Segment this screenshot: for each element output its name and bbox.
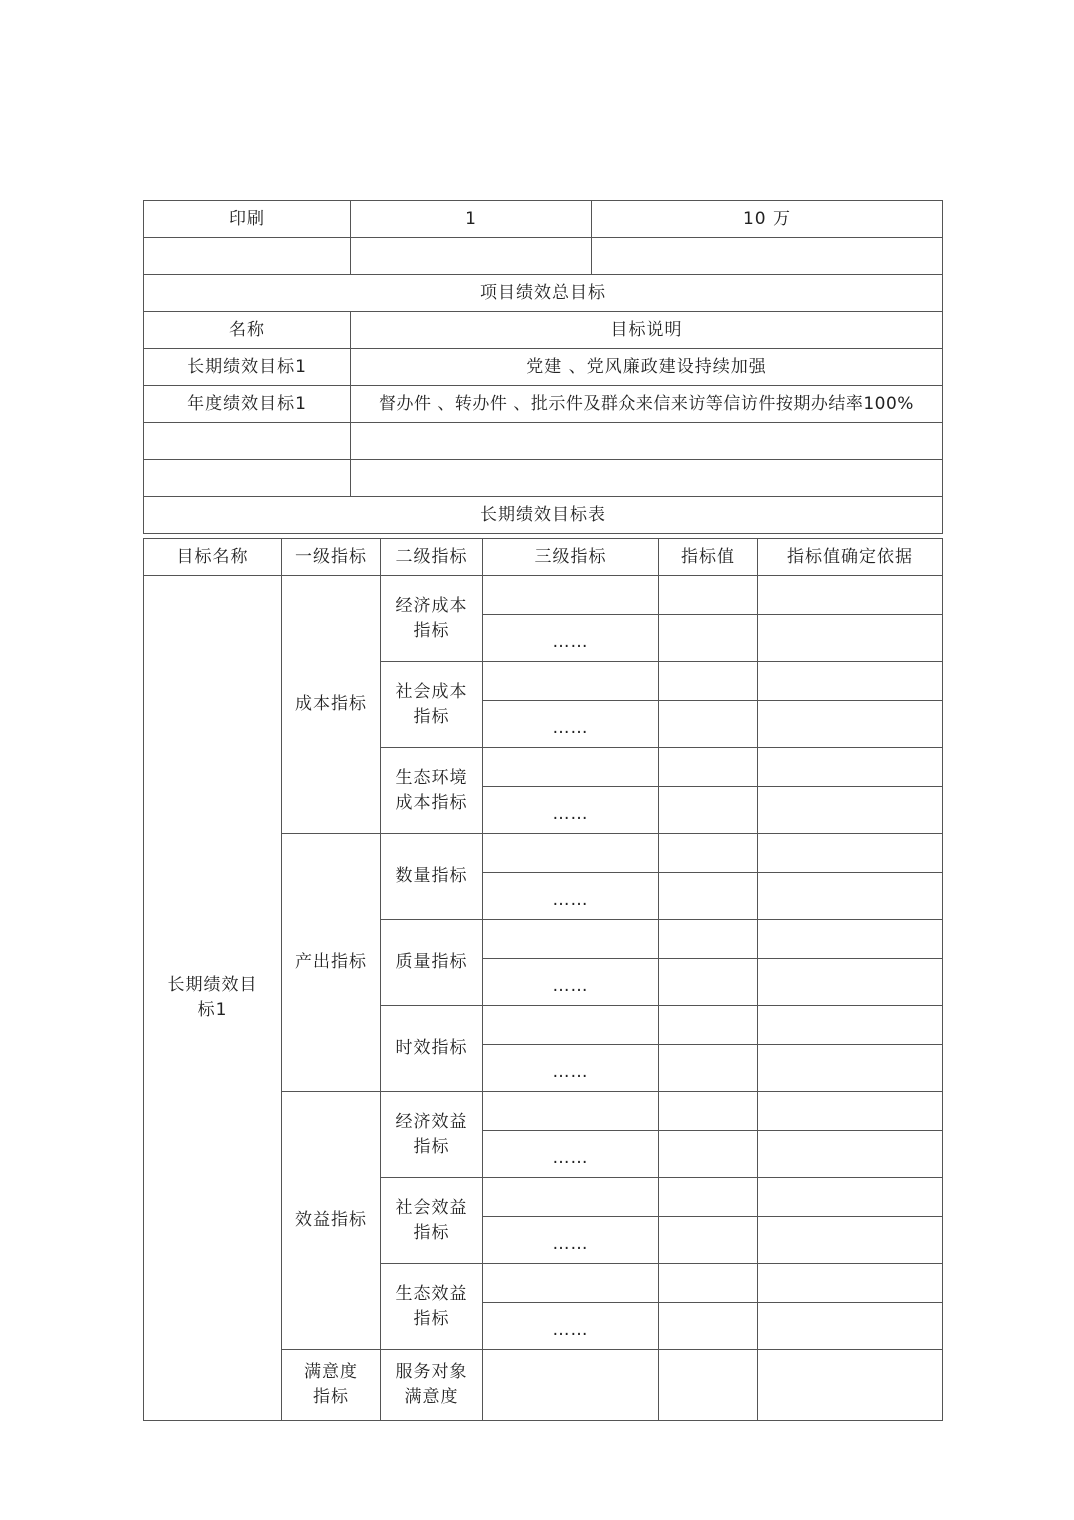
level2-timeliness: 时效指标 (381, 1006, 483, 1092)
empty-cell (483, 834, 659, 873)
column-header: 三级指标 (483, 539, 659, 576)
empty-cell (659, 787, 758, 834)
ellipsis: …… (483, 1217, 659, 1264)
empty-cell (659, 615, 758, 662)
table-row (144, 423, 943, 460)
empty-cell (351, 460, 943, 497)
empty-cell (592, 238, 943, 275)
empty-cell (659, 834, 758, 873)
column-header: 目标名称 (144, 539, 282, 576)
empty-cell (483, 920, 659, 959)
empty-cell (659, 1092, 758, 1131)
table-row (144, 386, 943, 423)
empty-cell (758, 1006, 943, 1045)
empty-cell (144, 460, 351, 497)
empty-cell (758, 959, 943, 1006)
level2-social-benefit: 社会效益指标 (381, 1178, 483, 1264)
item-cell: 印刷 (144, 201, 351, 238)
empty-cell (659, 662, 758, 701)
column-header: 二级指标 (381, 539, 483, 576)
empty-cell (758, 1303, 943, 1350)
empty-cell (758, 748, 943, 787)
empty-cell (659, 1264, 758, 1303)
level1-benefit: 效益指标 (282, 1092, 381, 1350)
desc-header: 目标说明 (351, 312, 943, 349)
empty-cell (659, 576, 758, 615)
table-row (144, 238, 943, 275)
ellipsis: …… (483, 959, 659, 1006)
empty-cell (659, 701, 758, 748)
empty-cell (758, 1045, 943, 1092)
ellipsis: …… (483, 615, 659, 662)
empty-cell (351, 238, 592, 275)
empty-cell (758, 615, 943, 662)
ellipsis: …… (483, 1131, 659, 1178)
level2-economic-benefit: 经济效益指标 (381, 1092, 483, 1178)
empty-cell (758, 920, 943, 959)
empty-cell (659, 959, 758, 1006)
level2-quantity: 数量指标 (381, 834, 483, 920)
level2-service-satisfaction: 服务对象满意度 (381, 1350, 483, 1421)
table-row (144, 497, 943, 534)
empty-cell (659, 1303, 758, 1350)
ellipsis: …… (483, 873, 659, 920)
empty-cell (483, 1264, 659, 1303)
empty-cell (659, 1178, 758, 1217)
goal-name: 年度绩效目标1 (144, 386, 351, 423)
empty-cell (144, 423, 351, 460)
empty-cell (758, 787, 943, 834)
column-header: 一级指标 (282, 539, 381, 576)
empty-cell (758, 1178, 943, 1217)
empty-cell (659, 920, 758, 959)
table-row (144, 201, 943, 238)
table-row (144, 349, 943, 386)
empty-cell (483, 1092, 659, 1131)
empty-cell (758, 1092, 943, 1131)
empty-cell (659, 1131, 758, 1178)
name-header: 名称 (144, 312, 351, 349)
ellipsis: …… (483, 701, 659, 748)
empty-cell (758, 1131, 943, 1178)
goal-desc: 督办件 、转办件 、批示件及群众来信来访等信访件按期办结率100% (351, 386, 943, 423)
table-row (144, 312, 943, 349)
empty-cell (659, 1045, 758, 1092)
table-row (144, 576, 943, 615)
level1-cost: 成本指标 (282, 576, 381, 834)
ellipsis: …… (483, 1303, 659, 1350)
empty-cell (758, 701, 943, 748)
empty-cell (758, 873, 943, 920)
empty-cell (659, 1006, 758, 1045)
table-row (144, 275, 943, 312)
empty-cell (758, 662, 943, 701)
empty-cell (351, 423, 943, 460)
qty-cell: 1 (351, 201, 592, 238)
column-header: 指标值 (659, 539, 758, 576)
empty-cell (144, 238, 351, 275)
ellipsis: …… (483, 1045, 659, 1092)
empty-cell (659, 748, 758, 787)
level2-eco-cost: 生态环境成本指标 (381, 748, 483, 834)
table-header-row (144, 539, 943, 576)
empty-cell (758, 834, 943, 873)
overall-goal-title: 项目绩效总目标 (144, 275, 943, 312)
goal-desc: 党建 、党风廉政建设持续加强 (351, 349, 943, 386)
empty-cell (659, 1217, 758, 1264)
empty-cell (483, 748, 659, 787)
empty-cell (483, 662, 659, 701)
goal-name-cell: 长期绩效目标1 (144, 576, 282, 1421)
empty-cell (659, 873, 758, 920)
project-summary-table (143, 200, 943, 534)
level2-eco-benefit: 生态效益指标 (381, 1264, 483, 1350)
empty-cell (659, 1350, 758, 1421)
empty-cell (758, 1217, 943, 1264)
empty-cell (483, 1178, 659, 1217)
level2-social-cost: 社会成本指标 (381, 662, 483, 748)
ellipsis: …… (483, 787, 659, 834)
level1-output: 产出指标 (282, 834, 381, 1092)
empty-cell (758, 1350, 943, 1421)
amount-cell: 10 万 (592, 201, 943, 238)
goal-name: 长期绩效目标1 (144, 349, 351, 386)
empty-cell (483, 1006, 659, 1045)
empty-cell (758, 1264, 943, 1303)
empty-cell (483, 576, 659, 615)
empty-cell (758, 576, 943, 615)
long-term-table-title: 长期绩效目标表 (144, 497, 943, 534)
level2-quality: 质量指标 (381, 920, 483, 1006)
level1-satisfaction: 满意度指标 (282, 1350, 381, 1421)
empty-cell (483, 1350, 659, 1421)
long-term-goal-table (143, 538, 943, 1421)
table-row (144, 460, 943, 497)
column-header: 指标值确定依据 (758, 539, 943, 576)
level2-economic-cost: 经济成本指标 (381, 576, 483, 662)
